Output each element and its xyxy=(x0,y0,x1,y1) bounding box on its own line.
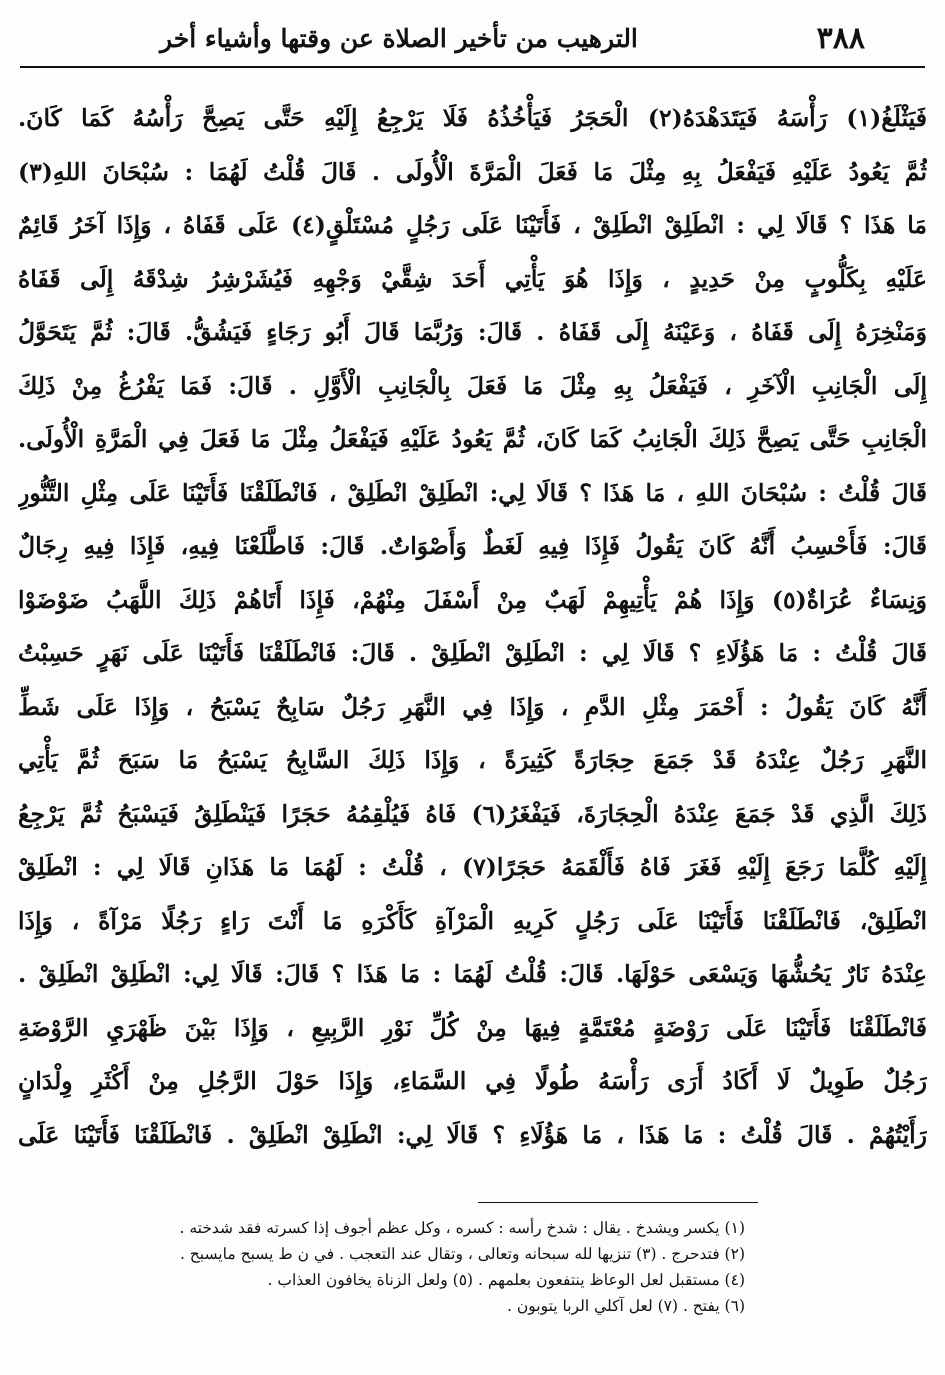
text-line: وَمَنْخِرَهُ إِلَى قَفَاهُ ، وَعَيْنَهُ إِلَى قَفَاهُ . قَالَ: وَرُبَّمَا قَالَ أَبُو رَجَاءٍ فَيَشُقُّ. قَالَ: ثُمَّ يَتَحَوَّلُ xyxy=(18,318,927,346)
text-line: قَالَ قُلْتُ : سُبْحَانَ اللهِ ، مَا هَذَا ؟ قَالَا لِي: انْطَلِقْ انْطَلِقْ ، فَانْطَلَقْنَا فَأَتَيْنَا عَلَى مِثْلِ التَّنُّورِ xyxy=(18,478,927,507)
text-line: فَيَثْلَغُ(١) رَأْسَهُ فَيَتَدَهْدَهُ(٢) الْحَجَرُ فَيَأْخُذُهُ فَلَا يَرْجِعُ إِلَيْهِ حَتَّى يَصِحَّ رَأْسُهُ كَمَا كَانَ. xyxy=(18,104,927,132)
footnote-rule xyxy=(478,1202,758,1203)
text-line: قَالَ: فَأَحْسِبُ أَنَّهُ كَانَ يَقُولُ فَإِذَا فِيهِ لَغَطٌ وَأَصْوَاتٌ. قَالَ: فَاطَّلَعْنَا فِيهِ، فَإِذَا فِيهِ رِجَالٌ xyxy=(18,532,927,560)
footnote-line: (٢) فتدحرج . (٣) تنزيها لله سبحانه وتعالى ، وتقال عند التعجب . في ن ط يسبح مايسبح . xyxy=(179,1245,745,1263)
text-line: رَأَيْتُهُمْ . قَالَ قُلْتُ : مَا هَذَا ، مَا هَؤُلَاءِ ؟ قَالَا لِي: انْطَلِقْ انْطَلِقْ . فَانْطَلَقْنَا فَأَتَيْنَا عَلَى xyxy=(18,1120,927,1149)
text-line: ذَلِكَ الَّذِي قَدْ جَمَعَ عِنْدَهُ الْحِجَارَةَ، فَيَفْغَرُ(٦) فَاهُ فَيُلْقِمُهُ حَجَرًا فَيَنْطَلِقُ فَيَسْبَحُ ثُمَّ يَرْجِعُ xyxy=(18,799,927,828)
header-rule xyxy=(20,66,925,68)
text-line: الْجَانِبِ حَتَّى يَصِحَّ ذَلِكَ الْجَانِبُ كَمَا كَانَ، ثُمَّ يَعُودُ عَلَيْهِ فَيَفْعَلُ مِثْلَ مَا فَعَلَ فِي الْمَرَّةِ الْأُولَى. xyxy=(18,425,927,453)
text-line: قَالَ قُلْتُ : مَا هَؤُلَاءِ ؟ قَالَا لِي : انْطَلِقْ انْطَلِقْ . قَالَ: فَانْطَلَقْنَا فَأَتَيْنَا عَلَى نَهَرٍ حَسِبْتُ xyxy=(18,639,927,667)
text-line: فَانْطَلَقْنَا فَأَتَيْنَا عَلَى رَوْضَةٍ مُعْتَمَّةٍ فِيهَا مِنْ كُلِّ نَوْرِ الرَّبِيعِ ، وَإِذَا بَيْنَ ظَهْرَيِ الرَّوْضَةِ xyxy=(18,1013,927,1042)
page-number: ٣٨٨ xyxy=(816,20,865,56)
text-line: النَّهَرِ رَجُلٌ عِنْدَهُ قَدْ جَمَعَ حِجَارَةً كَثِيرَةً ، وَإِذَا ذَلِكَ السَّابِحُ يَسْبَحُ مَا سَبَحَ ثُمَّ يَأْتِي xyxy=(18,746,927,774)
text-line: أَنَّهُ كَانَ يَقُولُ : أَحْمَرَ مِثْلِ الدَّمِ ، وَإِذَا فِي النَّهَرِ رَجُلٌ سَابِحٌ يَسْبَحُ ، وَإِذَا عَلَى شَطِّ xyxy=(18,692,927,721)
page-header xyxy=(20,14,925,62)
footnote-line: (١) يكسر ويشدخ . يقال : شدخ رأسه : كسره ، وكل عظم أجوف إذا كسرته فقد شدخته . xyxy=(179,1219,745,1237)
text-line: وَنِسَاءٌ عُرَاةٌ(٥) وَإِذَا هُمْ يَأْتِيهِمْ لَهَبٌ مِنْ أَسْفَلَ مِنْهُمْ، فَإِذَا أَتَاهُمْ ذَلِكَ اللَّهَبُ ضَوْضَوْا xyxy=(18,585,927,614)
text-line: رَجُلٌ طَوِيلٌ لَا أَكَادُ أَرَى رَأْسَهُ طُولًا فِي السَّمَاءِ، وَإِذَا حَوْلَ الرَّجُلِ مِنْ أَكْثَرِ وِلْدَانٍ xyxy=(18,1067,927,1095)
running-title: الترهيب من تأخير الصلاة عن وقتها وأشياء أخر xyxy=(160,23,638,53)
text-line: عِنْدَهُ نَارٌ يَحُشُّهَا وَيَسْعَى حَوْلَهَا. قَالَ: قُلْتُ لَهُمَا : مَا هَذَا ؟ قَالَ: قَالَا لِي: انْطَلِقْ انْطَلِقْ . xyxy=(18,960,927,988)
text-line: مَا هَذَا ؟ قَالَا لِي : انْطَلِقْ انْطَلِقْ ، فَأَتَيْنَا عَلَى رَجُلٍ مُسْتَلْقٍ(٤) عَلَى قَفَاهُ ، وَإِذَا آخَرُ قَائِمٌ xyxy=(18,211,927,239)
text-line: انْطَلِقْ، فَانْطَلَقْنَا فَأَتَيْنَا عَلَى رَجُلٍ كَرِيهِ الْمَرْآةِ كَأَكْرَهِ مَا أَنْتَ رَاءٍ رَجُلًا مَرْآةً ، وَإِذَا xyxy=(18,906,927,935)
text-line: إِلَى الْجَانِبِ الْآخَرِ ، فَيَفْعَلُ بِهِ مِثْلَ مَا فَعَلَ بِالْجَانِبِ الْأَوَّلِ . قَالَ: فَمَا يَفْرُغُ مِنْ ذَلِكَ xyxy=(18,371,927,400)
footnotes xyxy=(60,1215,745,1319)
text-line: عَلَيْهِ بِكَلُّوبٍ مِنْ حَدِيدٍ ، وَإِذَا هُوَ يَأْتِي أَحَدَ شِقَّيْ وَجْهِهِ فَيُشَرْشِرُ شِدْقَهُ إِلَى قَفَاهُ xyxy=(18,264,927,293)
footnote-line: (٤) مستقبل لعل الوعاظ ينتفعون بعلمهم . (٥) ولعل الزناة يخافون العذاب . xyxy=(267,1271,745,1289)
text-line: ثُمَّ يَعُودُ عَلَيْهِ فَيَفْعَلُ بِهِ مِثْلَ مَا فَعَلَ الْمَرَّةَ الْأُولَى . قَالَ قُلْتُ لَهُمَا : سُبْحَانَ اللهِ(٣) xyxy=(18,157,927,186)
text-line: إِلَيْهِ كُلَّمَا رَجَعَ إِلَيْهِ فَغَرَ فَاهُ فَأَلْقَمَهُ حَجَرًا(٧) ، قُلْتُ : لَهُمَا مَا هَذَانِ قَالَا لِي : انْطَلِقْ xyxy=(18,853,927,881)
main-text xyxy=(18,92,927,1162)
footnote-line: (٦) يفتح . (٧) لعل آكلي الربا يتوبون . xyxy=(507,1297,745,1315)
